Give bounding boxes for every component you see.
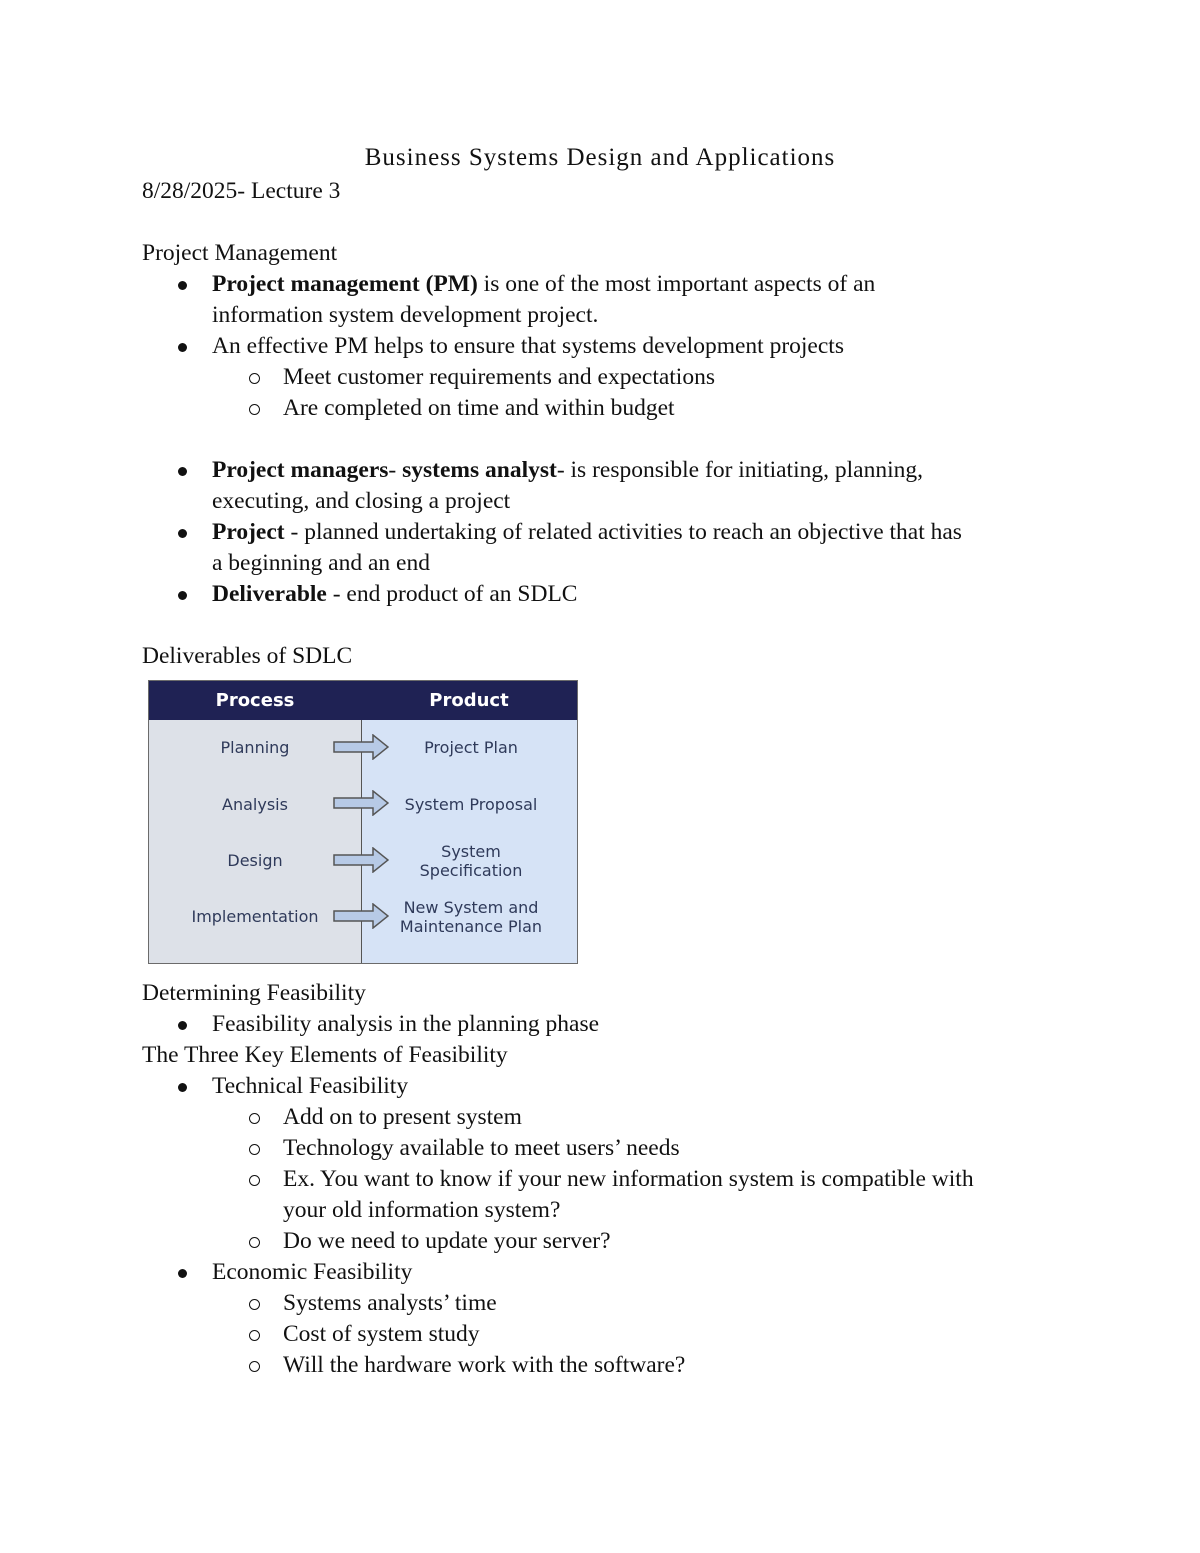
arrow-right-icon <box>333 790 389 816</box>
list-item <box>142 455 1062 517</box>
item-text: Economic Feasibility <box>212 1259 413 1285</box>
main-content <box>142 176 1062 672</box>
item-text: Feasibility analysis in the planning phase <box>212 1011 600 1037</box>
hollow-bullet-icon <box>249 1144 260 1155</box>
sub-list-item <box>142 1350 1062 1381</box>
product-line: New System and <box>403 898 539 917</box>
bullet-icon <box>178 467 187 476</box>
product-cell <box>371 898 571 936</box>
project-management-list <box>142 269 1062 424</box>
bullet-icon <box>178 1083 187 1092</box>
item-text-continued: executing, and closing a project <box>212 488 511 514</box>
item-text: Technical Feasibility <box>212 1073 409 1099</box>
product-line: Specification <box>419 861 523 880</box>
process-cell: Planning <box>220 738 290 757</box>
item-text: - is responsible for initiating, planning, <box>556 457 923 483</box>
section-heading-feasibility: Determining Feasibility <box>142 980 366 1006</box>
feasibility-content <box>142 978 1062 1381</box>
item-text: - planned undertaking of related activities to reach an objective that has <box>284 519 962 545</box>
sub-list-item <box>142 393 1062 424</box>
feasibility-list <box>142 1009 1062 1040</box>
item-text: is one of the most important aspects of an <box>477 271 876 297</box>
hollow-bullet-icon <box>249 373 260 384</box>
sub-item-text: Add on to present system <box>283 1104 522 1130</box>
term-bold: Project management (PM) <box>212 271 478 297</box>
sub-item-text: Are completed on time and within budget <box>283 395 675 421</box>
list-item <box>142 579 1062 610</box>
item-text-continued: a beginning and an end <box>212 550 430 576</box>
bullet-icon <box>178 1269 187 1278</box>
process-cell: Analysis <box>222 795 288 814</box>
hollow-bullet-icon <box>249 1237 260 1248</box>
sub-item-text: Cost of system study <box>283 1321 480 1347</box>
sub-list-item <box>142 1319 1062 1350</box>
sub-item-text: Systems analysts’ time <box>283 1290 497 1316</box>
arrow-right-icon <box>333 847 389 873</box>
sub-item-text: Meet customer requirements and expectations <box>283 364 715 390</box>
list-item <box>142 1257 1062 1288</box>
section-heading-deliverables: Deliverables of SDLC <box>142 643 353 669</box>
item-text: An effective PM helps to ensure that systems development projects <box>212 333 844 359</box>
list-item <box>142 269 1062 331</box>
bullet-icon <box>178 343 187 352</box>
project-terms-list <box>142 455 1062 610</box>
document-title: Business Systems Design and Applications <box>364 144 836 171</box>
header-product: Product <box>429 690 509 711</box>
sub-item-text: Ex. You want to know if your new information system is compatible with <box>283 1166 974 1192</box>
sub-list-item <box>142 1164 1062 1226</box>
item-text-continued: information system development project. <box>212 302 599 328</box>
header-process: Process <box>215 690 295 711</box>
product-line: System <box>441 842 501 861</box>
product-cell: System Proposal <box>404 795 538 814</box>
hollow-bullet-icon <box>249 404 260 415</box>
product-line: Maintenance Plan <box>399 917 543 936</box>
process-cell: Implementation <box>191 907 319 926</box>
hollow-bullet-icon <box>249 1299 260 1310</box>
arrow-right-icon <box>333 734 389 760</box>
list-item <box>142 517 1062 579</box>
process-cell: Design <box>227 851 283 870</box>
sub-item-text: Do we need to update your server? <box>283 1228 611 1254</box>
hollow-bullet-icon <box>249 1361 260 1372</box>
sub-list-item <box>142 1133 1062 1164</box>
hollow-bullet-icon <box>249 1113 260 1124</box>
hollow-bullet-icon <box>249 1175 260 1186</box>
bullet-icon <box>178 591 187 600</box>
key-elements-list <box>142 1071 1062 1381</box>
sub-item-text: Will the hardware work with the software? <box>283 1352 686 1378</box>
sub-list-item <box>142 362 1062 393</box>
bullet-icon <box>178 281 187 290</box>
section-heading-project-management: Project Management <box>142 240 338 266</box>
term-bold: Project <box>212 519 285 545</box>
product-cell: Project Plan <box>424 738 518 757</box>
list-item <box>142 1009 1062 1040</box>
sub-item-text: Technology available to meet users’ needs <box>283 1135 680 1161</box>
list-item <box>142 331 1062 362</box>
term-bold: Deliverable <box>212 581 327 607</box>
table-header <box>149 681 577 720</box>
separator: - <box>388 457 403 483</box>
product-cell <box>371 842 571 880</box>
bullet-icon <box>178 529 187 538</box>
sub-list-item <box>142 1102 1062 1133</box>
sub-item-text-continued: your old information system? <box>283 1197 561 1223</box>
bullet-icon <box>178 1021 187 1030</box>
hollow-bullet-icon <box>249 1330 260 1341</box>
sdlc-deliverables-table <box>148 680 578 964</box>
list-item <box>142 1071 1062 1102</box>
sub-list-item <box>142 1226 1062 1257</box>
section-heading-key-elements: The Three Key Elements of Feasibility <box>142 1042 508 1068</box>
term-bold: systems analyst <box>402 457 557 483</box>
item-text: - end product of an SDLC <box>326 581 578 607</box>
sub-list-item <box>142 1288 1062 1319</box>
arrow-right-icon <box>333 903 389 929</box>
date-line: 8/28/2025- Lecture 3 <box>142 178 341 204</box>
term-bold: Project managers <box>212 457 389 483</box>
